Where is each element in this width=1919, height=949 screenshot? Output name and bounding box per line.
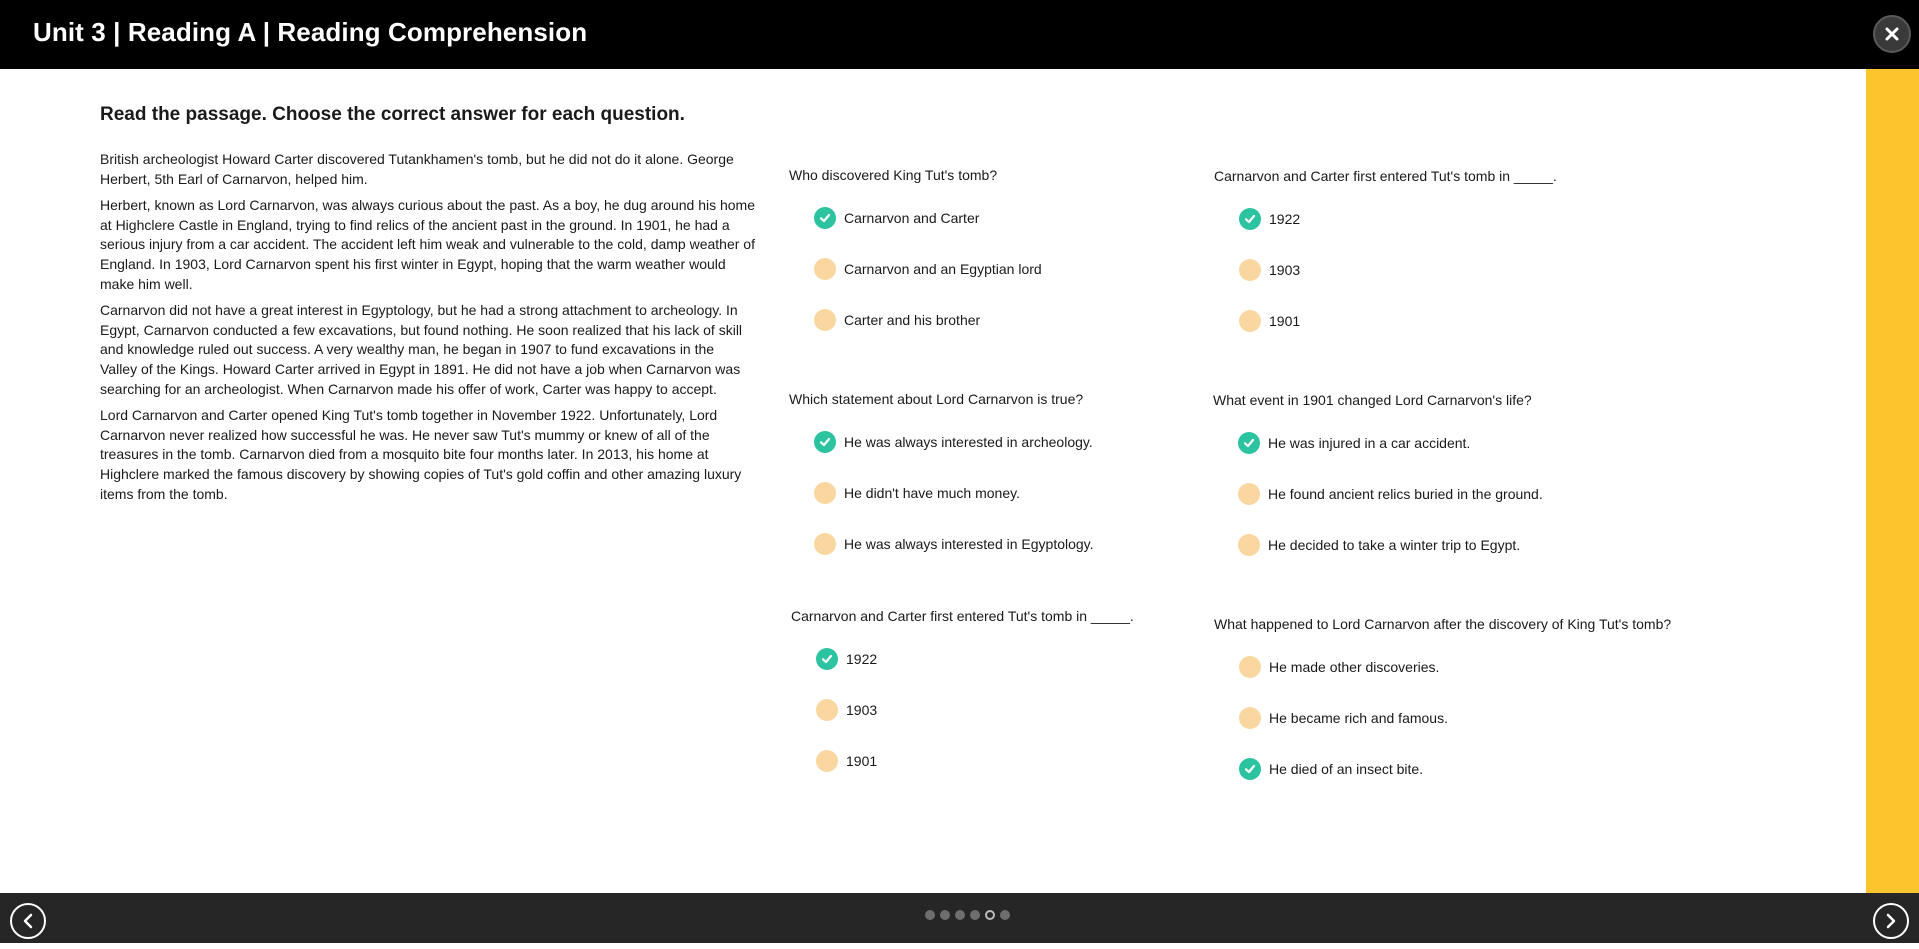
option-label: He decided to take a winter trip to Egypt. bbox=[1268, 537, 1521, 553]
answer-option[interactable] bbox=[814, 431, 1093, 453]
radio-button[interactable] bbox=[1239, 208, 1261, 230]
answer-option[interactable] bbox=[814, 207, 979, 229]
option-label: He made other discoveries. bbox=[1269, 659, 1440, 675]
check-icon bbox=[1243, 437, 1255, 449]
question-4 bbox=[1213, 392, 1543, 553]
answer-option[interactable] bbox=[816, 750, 877, 772]
check-icon bbox=[819, 436, 831, 448]
radio-button[interactable] bbox=[816, 750, 838, 772]
option-label: 1903 bbox=[846, 702, 878, 718]
answer-option[interactable] bbox=[814, 309, 980, 331]
question-text: What event in 1901 changed Lord Carnarvon's life? bbox=[1213, 392, 1532, 408]
passage-paragraph: Lord Carnarvon and Carter opened King Tut's tomb together in November 1922. Unfortunately, Lord Carnarvon never realized how successful he was. He never saw Tut's mummy or knew of all of the treasures in the tomb. Carnarvon died from a mosquito bite four months later. In 2013, his home at Highclere marked the famous discovery by showing copies of Tut's gold coffin and other amazing luxury items from the tomb. bbox=[100, 407, 742, 502]
page-dot[interactable] bbox=[1000, 910, 1010, 920]
option-label: He was always interested in Egyptology. bbox=[844, 536, 1094, 552]
check-icon bbox=[821, 653, 833, 665]
close-button[interactable] bbox=[1873, 15, 1911, 53]
answer-option[interactable] bbox=[1239, 758, 1423, 780]
radio-button[interactable] bbox=[1238, 534, 1260, 556]
option-label: He died of an insect bite. bbox=[1269, 761, 1424, 777]
option-label: 1922 bbox=[1269, 211, 1301, 227]
check-icon bbox=[1244, 763, 1256, 775]
answer-option[interactable] bbox=[1239, 208, 1300, 230]
passage-paragraph: British archeologist Howard Carter discovered Tutankhamen's tomb, but he did not do it alone. George Herbert, 5th Earl of Carnarvon, helped him. bbox=[100, 151, 734, 187]
close-icon bbox=[1884, 26, 1900, 42]
answer-option[interactable] bbox=[814, 533, 1094, 555]
next-button[interactable] bbox=[1873, 903, 1909, 939]
question-3 bbox=[789, 391, 1094, 552]
chevron-right-icon bbox=[1884, 913, 1898, 929]
question-2 bbox=[1214, 168, 1557, 329]
question-text: Carnarvon and Carter first entered Tut's tomb in _____. bbox=[791, 608, 1134, 624]
header-bar bbox=[0, 0, 1919, 69]
page-dot[interactable] bbox=[925, 910, 935, 920]
passage-paragraph: Carnarvon did not have a great interest in Egyptology, but he had a strong attachment to archeology. In Egypt, Carnarvon conducted a few excavations, but found nothing. He soon realized that his lack of skill and knowledge ruled out success. A very wealthy man, he began in 1907 to fund excavations in the Valley of the Kings. Howard Carter arrived in Egypt in 1891. He did not have a job when Carnarvon was searching for an archeologist. When Carnarvon made his offer of work, Carter was happy to accept. bbox=[100, 302, 743, 397]
radio-button[interactable] bbox=[814, 482, 836, 504]
radio-button[interactable] bbox=[814, 431, 836, 453]
page-title: Unit 3 | Reading A | Reading Comprehension bbox=[33, 17, 588, 47]
footer-divider bbox=[0, 943, 1919, 949]
answer-option[interactable] bbox=[1238, 534, 1520, 556]
radio-button[interactable] bbox=[1239, 310, 1261, 332]
radio-button[interactable] bbox=[814, 258, 836, 280]
page-dot[interactable] bbox=[940, 910, 950, 920]
answer-option[interactable] bbox=[1239, 259, 1300, 281]
option-label: He became rich and famous. bbox=[1269, 710, 1448, 726]
option-label: Carnarvon and Carter bbox=[844, 210, 980, 226]
chevron-left-icon bbox=[21, 913, 35, 929]
radio-button[interactable] bbox=[1239, 259, 1261, 281]
check-icon bbox=[819, 212, 831, 224]
radio-button[interactable] bbox=[1238, 432, 1260, 454]
option-label: 1901 bbox=[846, 753, 878, 769]
page-dot[interactable] bbox=[955, 910, 965, 920]
option-label: He was injured in a car accident. bbox=[1268, 435, 1471, 451]
radio-button[interactable] bbox=[814, 207, 836, 229]
pagination-dots bbox=[925, 910, 1010, 920]
radio-button[interactable] bbox=[1239, 656, 1261, 678]
page-dot[interactable] bbox=[970, 910, 980, 920]
option-label: Carnarvon and an Egyptian lord bbox=[844, 261, 1042, 277]
reading-passage bbox=[100, 150, 755, 511]
answer-option[interactable] bbox=[1239, 310, 1300, 332]
option-label: 1922 bbox=[846, 651, 878, 667]
option-label: 1903 bbox=[1269, 262, 1301, 278]
previous-button[interactable] bbox=[10, 903, 46, 939]
page-dot-active[interactable] bbox=[985, 910, 995, 920]
answer-option[interactable] bbox=[1239, 707, 1448, 729]
question-text: What happened to Lord Carnarvon after the discovery of King Tut's tomb? bbox=[1214, 616, 1672, 632]
answer-option[interactable] bbox=[1238, 483, 1543, 505]
question-text: Carnarvon and Carter first entered Tut's tomb in _____. bbox=[1214, 168, 1557, 184]
option-label: 1901 bbox=[1269, 313, 1301, 329]
radio-button[interactable] bbox=[1239, 707, 1261, 729]
answer-option[interactable] bbox=[816, 699, 877, 721]
answer-option[interactable] bbox=[816, 648, 877, 670]
answer-option[interactable] bbox=[814, 258, 1042, 280]
option-label: He was always interested in archeology. bbox=[844, 434, 1093, 450]
check-icon bbox=[1244, 213, 1256, 225]
answer-option[interactable] bbox=[1239, 656, 1439, 678]
option-label: He found ancient relics buried in the ground. bbox=[1268, 486, 1543, 502]
radio-button[interactable] bbox=[816, 648, 838, 670]
option-label: Carter and his brother bbox=[844, 312, 981, 328]
question-6 bbox=[1214, 616, 1672, 777]
question-1 bbox=[789, 167, 1042, 328]
option-label: He didn't have much money. bbox=[844, 485, 1020, 501]
question-5 bbox=[791, 608, 1134, 769]
instructions: Read the passage. Choose the correct answer for each question. bbox=[100, 104, 685, 125]
question-text: Who discovered King Tut's tomb? bbox=[789, 167, 998, 183]
radio-button[interactable] bbox=[814, 309, 836, 331]
answer-option[interactable] bbox=[1238, 432, 1470, 454]
question-text: Which statement about Lord Carnarvon is true? bbox=[789, 391, 1084, 407]
radio-button[interactable] bbox=[816, 699, 838, 721]
radio-button[interactable] bbox=[814, 533, 836, 555]
answer-option[interactable] bbox=[814, 482, 1020, 504]
passage-paragraph: Herbert, known as Lord Carnarvon, was always curious about the past. As a boy, he dug around his home at Highclere Castle in England, trying to find relics of the ancient past in the ground. In 1901, he had a serious injury from a car accident. The accident left him weak and vulnerable to the cold, damp weather of England. In 1903, Lord Carnarvon spent his first winter in Egypt, hoping that the warm weather would make him well. bbox=[100, 197, 755, 292]
accent-strip bbox=[1866, 69, 1919, 893]
radio-button[interactable] bbox=[1238, 483, 1260, 505]
radio-button[interactable] bbox=[1239, 758, 1261, 780]
